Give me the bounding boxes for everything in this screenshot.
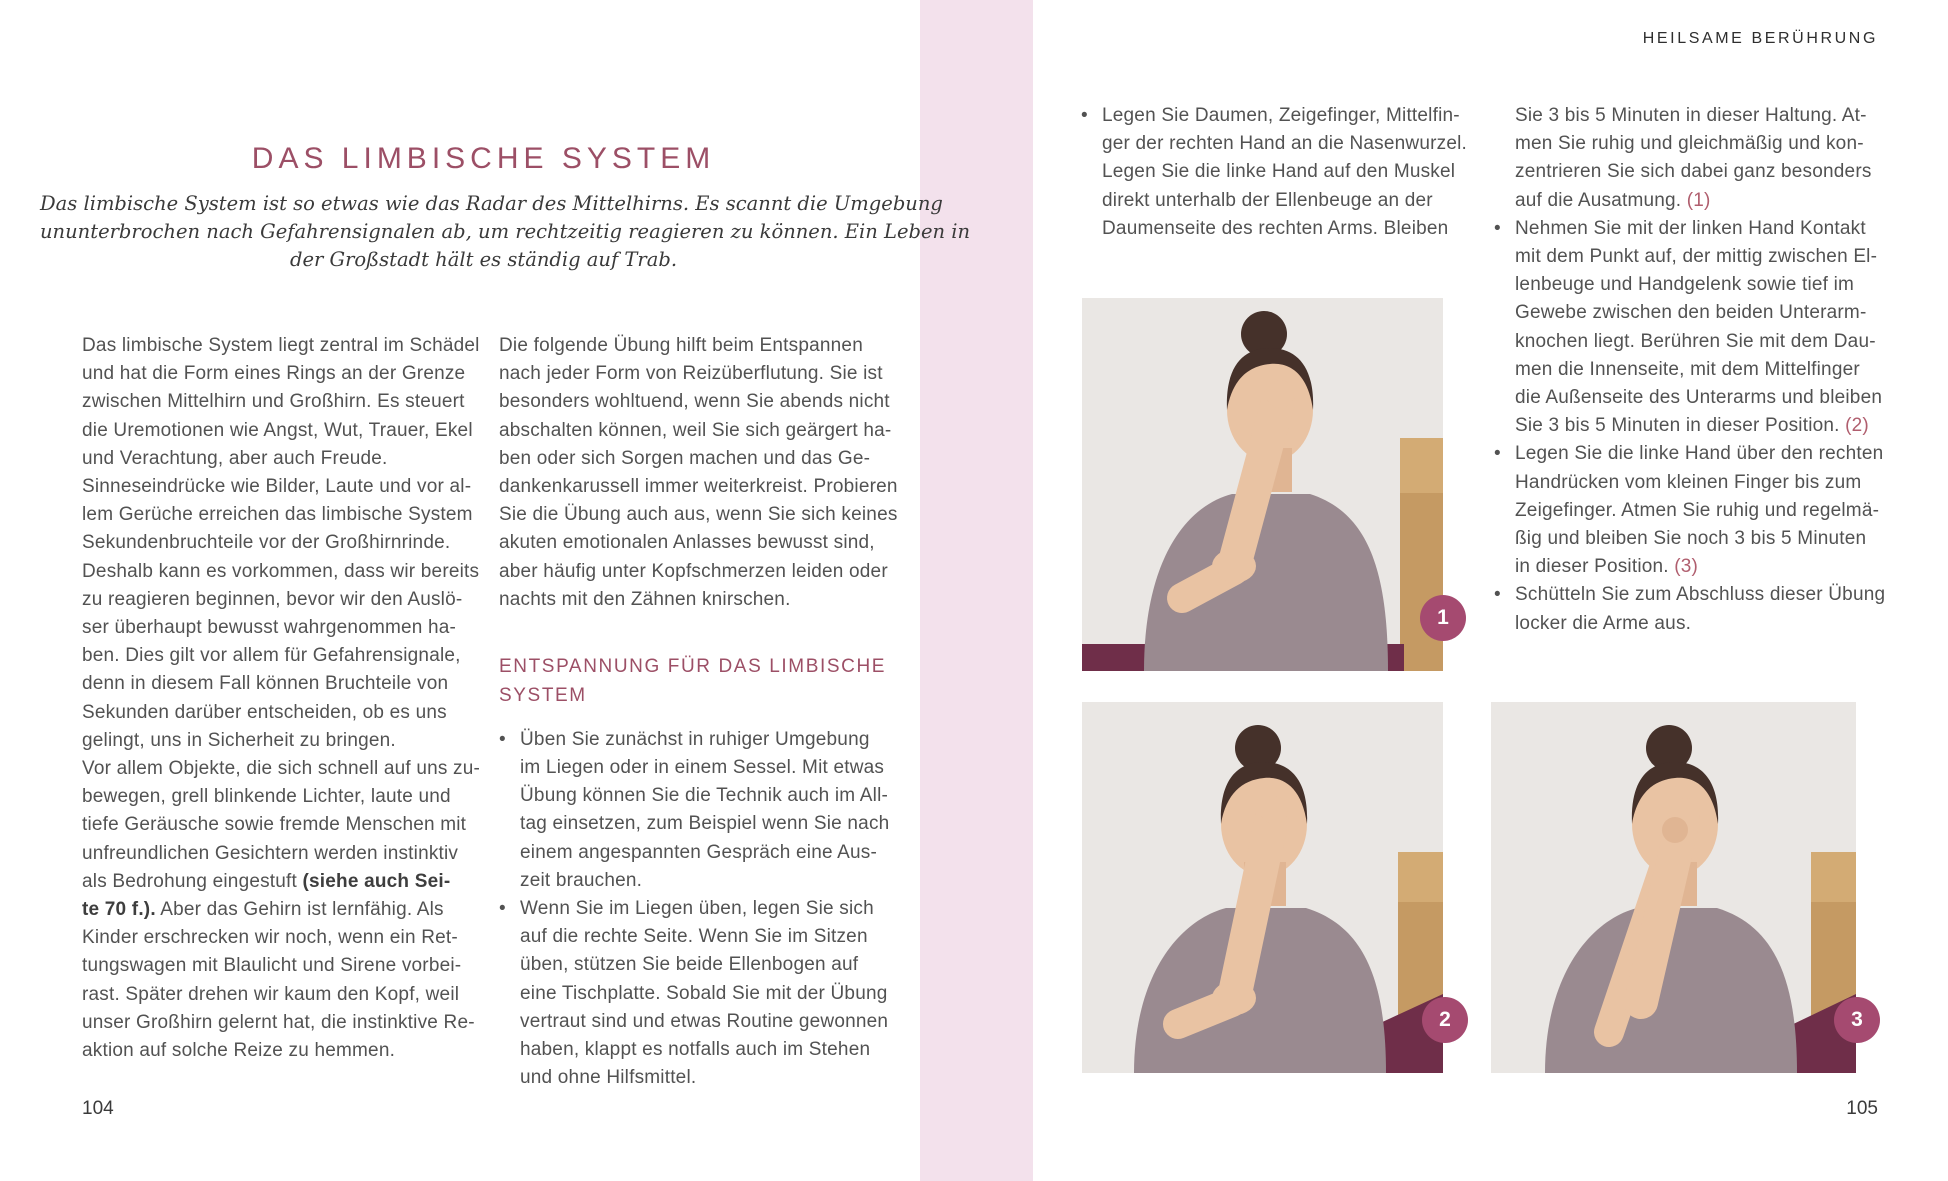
gutter-strip bbox=[920, 0, 1033, 1181]
page-number-left: 104 bbox=[82, 1098, 114, 1119]
bullet-dot: • bbox=[499, 728, 506, 750]
bullet-dot: • bbox=[1081, 105, 1088, 126]
bullet-item: • Üben Sie zunächst in ruhiger Umgebung im Liegen oder in einem Sessel. Mit etwas Übung können Sie die Technik auch im All- tag einsetzen, zum Beispiel wenn Sie nach einem angespannten Gespräch eine Aus- zeit brauchen. bbox=[499, 726, 889, 895]
bullet-item: • Nehmen Sie mit der linken Hand Kontakt mit dem Punkt auf, der mittig zwischen El- lenbeuge und Handgelenk sowie tief im Gewebe zwischen den beiden Unterarm- knochen liegt. Berühren Sie mit dem Dau- men die Innenseite, mit dem Mittelfinger die Außenseite des Unterarms und bleiben Sie 3 bis 5 Minuten in dieser Position. (2) bbox=[1494, 215, 1892, 441]
bullet-item: • Wenn Sie im Liegen üben, legen Sie sich auf die rechte Seite. Wenn Sie im Sitzen üben, stützen Sie beide Ellenbogen auf eine Tischplatte. Sobald Sie mit der Übung vertraut sind und etwas Routine gewonnen haben, klappt es notfalls auch im Stehen und ohne Hilfsmittel. bbox=[499, 895, 889, 1092]
bullet-item: • Legen Sie Daumen, Zeigefinger, Mittelfin- ger der rechten Hand an die Nasenwurzel. Legen Sie die linke Hand auf den Muskel direkt unterhalb der Ellenbeuge an der Daumenseite des rechten Arms. Bleiben bbox=[1081, 102, 1473, 243]
bullet-dot: • bbox=[1494, 217, 1501, 239]
right-page-column-1 bbox=[1081, 102, 1473, 243]
running-header: HEILSAME BERÜHRUNG bbox=[1642, 30, 1878, 47]
exercise-photo-1 bbox=[1082, 298, 1443, 671]
bullet-item: • Legen Sie die linke Hand über den rechten Handrücken vom kleinen Finger bis zum Zeigefinger. Atmen Sie ruhig und regelmä- ßig und bleiben Sie noch 3 bis 5 Minuten in dieser Position. (3) bbox=[1494, 440, 1892, 581]
photo-number-badge-1: 1 bbox=[1420, 595, 1466, 641]
intro-paragraph: Das limbische System ist so etwas wie das Radar des Mittelhirns. Es scannt die Umgebung ununterbrochen nach Gefahrensignalen ab, um rechtzeitig reagieren zu können. Ein Leben in der Großstadt hält es ständig auf Trab. bbox=[40, 192, 971, 271]
exercise-photo-2 bbox=[1082, 702, 1443, 1073]
page-number-right: 105 bbox=[1846, 1098, 1878, 1119]
photo-number-badge-2: 2 bbox=[1422, 997, 1468, 1043]
section-subheading: ENTSPANNUNG FÜR DAS LIMBISCHE SYSTEM bbox=[499, 656, 887, 707]
left-page-column-2 bbox=[499, 332, 898, 1092]
page-title: DAS LIMBISCHE SYSTEM bbox=[251, 142, 716, 176]
bullet-item: • Schütteln Sie zum Abschluss dieser Übung locker die Arme aus. bbox=[1494, 581, 1892, 637]
bullet-dot: • bbox=[1494, 443, 1501, 465]
bullet-dot: • bbox=[1494, 584, 1501, 606]
exercise-intro-paragraph: Die folgende Übung hilft beim Entspannen nach jeder Form von Reizüberflutung. Sie ist besonders wohltuend, wenn Sie abends nicht abschalten können, weil Sie sich geärgert ha- ben oder sich Sorgen machen und das Ge- dankenkarussell immer weiterkreist. Probieren Sie die Übung auch aus, wenn Sie sich keines akuten emotionalen Anlasses bewusst sind, aber häufig unter Kopfschmerzen leiden oder nachts mit den Zähnen knirschen. bbox=[499, 335, 898, 610]
exercise-bullet-list bbox=[1494, 215, 1892, 638]
exercise-photo-3 bbox=[1491, 702, 1856, 1073]
left-page-column-1: Das limbische System liegt zentral im Schädel und hat die Form eines Rings an der Grenze zwischen Mittelhirn und Großhirn. Es steuert die Uremotionen wie Angst, Wut, Trauer, Ekel und Verachtung, aber auch Freude. Sinneseindrücke wie Bilder, Laute und vor al- lem Gerüche erreichen das limbische System Sekundenbruchteile vor der Großhirnrinde. Deshalb kann es vorkommen, dass wir bereits zu reagieren beginnen, bevor wir den Auslö- ser überhaupt bewusst wahrgenommen ha- ben. Dies gilt vor allem für Gefahrensignale, denn in diesem Fall können Bruchteile von Sekunden darüber entscheiden, ob es uns gelingt, uns in Sicherheit zu bringen. Vor allem Objekte, die sich schnell auf uns zu- bewegen, grell blinkende Lichter, laute und tiefe Geräusche sowie fremde Menschen mit unfreundlichen Gesichtern werden instinktiv als Bedrohung eingestuft (siehe auch Sei- te 70 f.). Aber das Gehirn ist lernfähig. Als Kinder erschrecken wir noch, wenn ein Ret- tungswagen mit Blaulicht und Sirene vorbei- rast. Später drehen wir kaum den Kopf, weil unser Großhirn gelernt hat, die instinktive Re- aktion auf solche Reize zu hemmen. bbox=[82, 335, 481, 1062]
right-page-column-2 bbox=[1494, 102, 1892, 638]
bullet-continuation: Sie 3 bis 5 Minuten in dieser Haltung. At- men Sie ruhig und gleichmäßig und kon- zentrieren Sie sich dabei ganz besonders auf die Ausatmung. (1) bbox=[1515, 105, 1872, 211]
photo-number-badge-3: 3 bbox=[1834, 997, 1880, 1043]
bullet-dot: • bbox=[499, 898, 506, 920]
exercise-bullet-list bbox=[499, 726, 889, 1093]
